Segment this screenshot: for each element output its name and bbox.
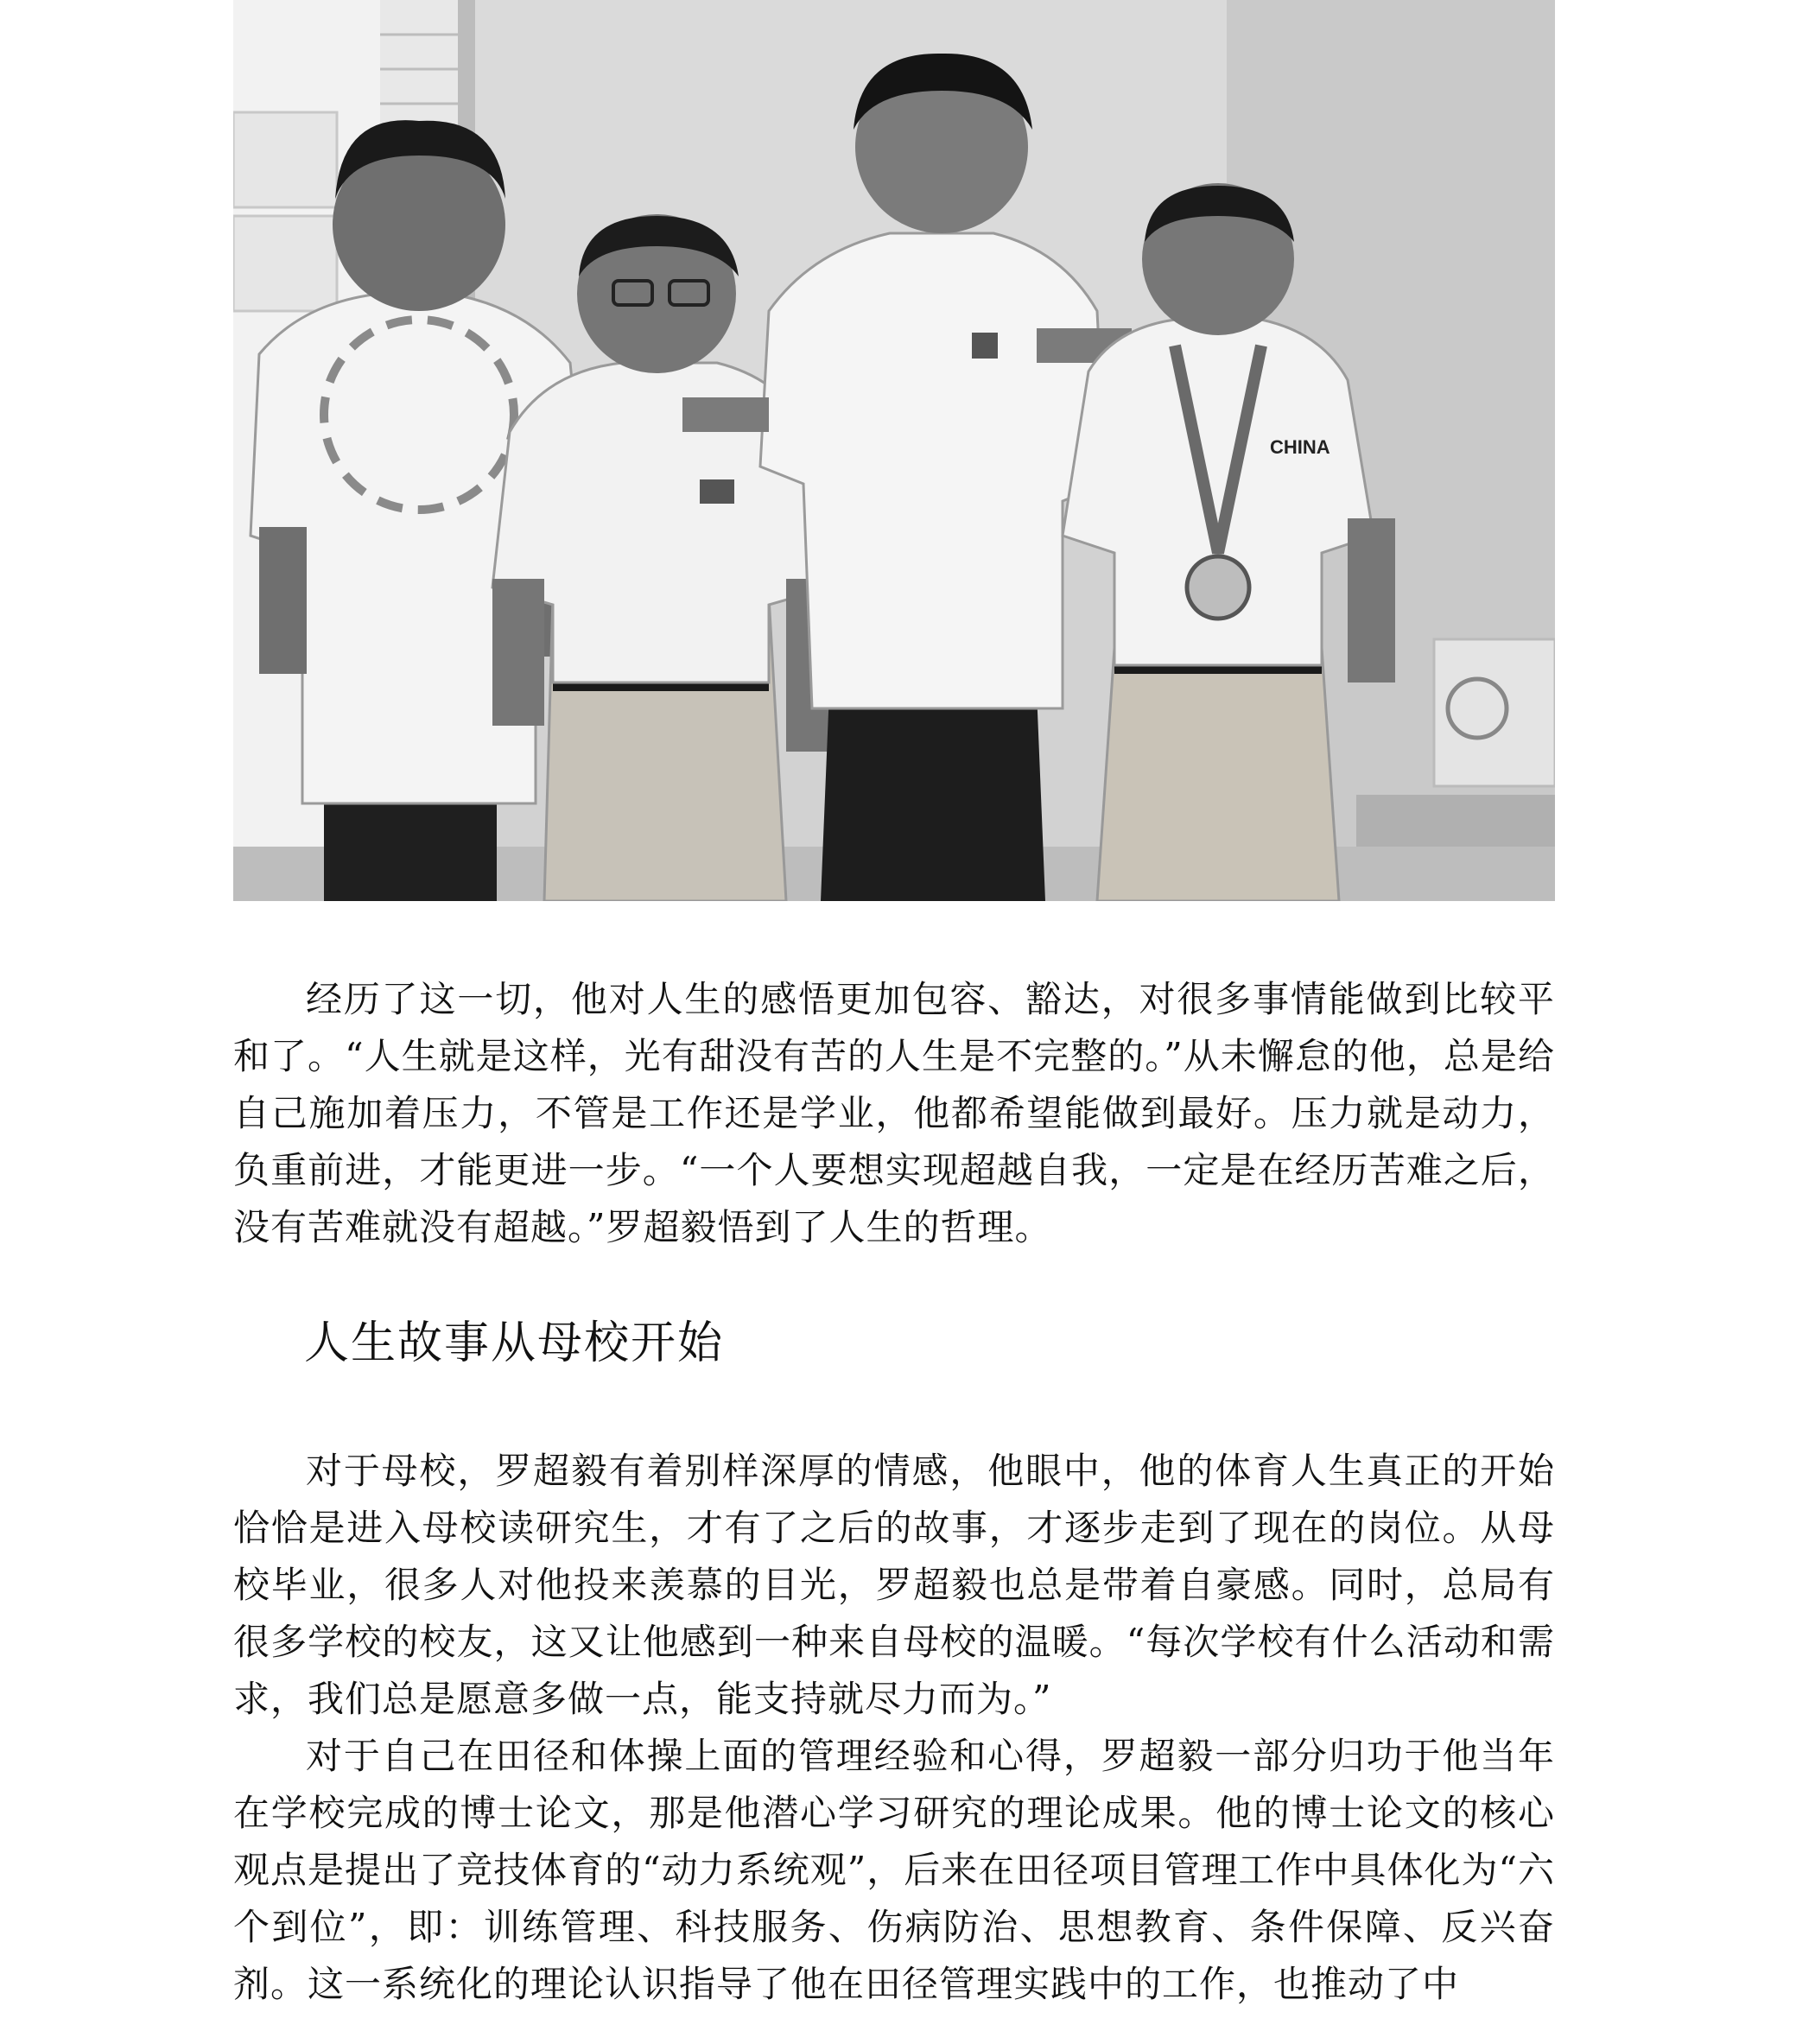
shirt-text: CHINA [1270, 436, 1330, 458]
body-paragraph: 对于自己在田径和体操上面的管理经验和心得，罗超毅一部分归功于他当年在学校完成的博士论文，那是他潜心学习研究的理论成果。他的博士论文的核心观点是提出了竞技体育的“动力系统观”，后来在田径项目管理工作中具体化为“六个到位”，即：训练管理、科技服务、伤病防治、思想教育、条件保障、反兴奋剂。这一系统化的理论认识指导了他在田径管理实践中的工作，也推动了中 [233, 1735, 1555, 2005]
group-photo-illustration [233, 0, 1555, 901]
group-photo [233, 0, 1555, 901]
section-heading: 人生故事从母校开始 [304, 1317, 725, 1369]
body-paragraph: 经历了这一切，他对人生的感悟更加包容、豁达，对很多事情能做到比较平和了。“人生就是这样，光有甜没有苦的人生是不完整的。”从未懈怠的他，总是给自己施加着压力，不管是工作还是学业，他都希望能做到最好。压力就是动力，负重前进，才能更进一步。“一个人要想实现超越自我，一定是在经历苦难之后，没有苦难就没有超越。”罗超毅悟到了人生的哲理。 [233, 978, 1555, 1248]
body-paragraph: 对于母校，罗超毅有着别样深厚的情感，他眼中，他的体育人生真正的开始恰恰是进入母校读研究生，才有了之后的故事，才逐步走到了现在的岗位。从母校毕业，很多人对他投来羡慕的目光，罗超毅也总是带着自豪感。同时，总局有很多学校的校友，这又让他感到一种来自母校的温暖。“每次学校有什么活动和需求，我们总是愿意多做一点，能支持就尽力而为。” [233, 1450, 1555, 1720]
